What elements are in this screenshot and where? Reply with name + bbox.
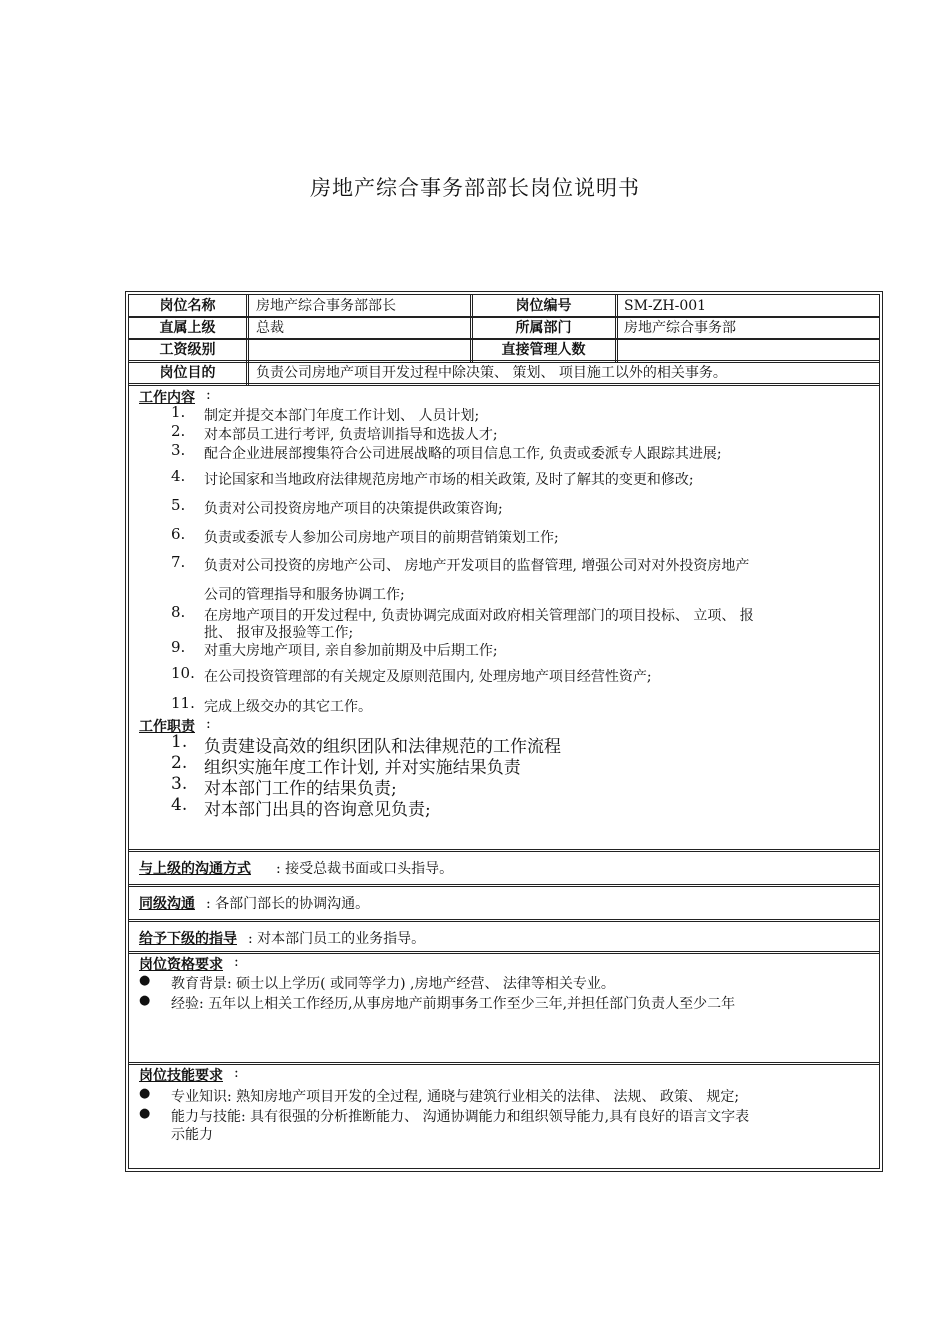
qualification-colon: : xyxy=(234,954,239,970)
work-item-text: 负责对公司投资房地产项目的决策提供政策咨询; xyxy=(204,501,503,517)
work-content-heading: 工作内容 xyxy=(139,390,195,406)
document-title: 房地产综合事务部部长岗位说明书 xyxy=(310,176,640,200)
label-supervisor: 直属上级 xyxy=(159,320,216,336)
qualification-item: 经验: 五年以上相关工作经历,从事房地产前期事务工作至少三年,并担任部门负责人至少二年 xyxy=(171,996,736,1012)
comm-peer-colon: : xyxy=(206,896,211,912)
duty-item-text: 对本部门出具的咨询意见负责; xyxy=(204,800,431,820)
row-divider xyxy=(129,851,879,852)
label-salary-level: 工资级别 xyxy=(159,342,216,358)
work-item-text: 负责或委派专人参加公司房地产项目的前期营销策划工作; xyxy=(204,530,559,546)
bullet-icon: ● xyxy=(139,1106,151,1121)
comm-up-text xyxy=(276,858,453,878)
col-divider xyxy=(615,295,616,362)
comm-down-text xyxy=(248,928,425,948)
work-item-text-cont: 批、 报审及报验等工作; xyxy=(204,625,354,641)
row-divider xyxy=(129,884,879,885)
work-content-colon: : xyxy=(206,387,211,403)
comm-down-colon: : xyxy=(248,931,253,947)
col-divider xyxy=(470,295,471,362)
bullet-icon: ● xyxy=(139,1086,151,1101)
comm-down-value: 对本部门员工的业务指导。 xyxy=(257,931,426,947)
table-inner-border xyxy=(128,294,880,1169)
comm-up-label: 与上级的沟通方式 xyxy=(139,861,251,877)
duty-item-text: 组织实施年度工作计划, 并对实施结果负责 xyxy=(204,758,521,778)
work-item-text: 完成上级交办的其它工作。 xyxy=(204,699,372,715)
comm-up-colon: : xyxy=(276,861,281,877)
bullet-icon: ● xyxy=(139,993,151,1008)
col-divider xyxy=(246,295,247,385)
work-item-num: 10. xyxy=(171,664,195,682)
col-divider xyxy=(248,295,249,385)
row-divider xyxy=(129,921,879,922)
comm-peer-label: 同级沟通 xyxy=(139,896,195,912)
duties-heading: 工作职责 xyxy=(139,719,195,735)
work-item-text: 在房地产项目的开发过程中, 负责协调完成面对政府相关管理部门的项目投标、 立项、 报 xyxy=(204,608,754,624)
duty-item-num: 1. xyxy=(171,732,188,752)
row-divider xyxy=(129,849,879,850)
row-divider xyxy=(129,886,879,887)
row-divider xyxy=(129,1062,879,1063)
row-divider xyxy=(129,385,879,386)
duty-item-text: 对本部门工作的结果负责; xyxy=(204,779,397,799)
work-item-num: 9. xyxy=(171,638,186,656)
duty-item-text: 负责建设高效的组织团队和法律规范的工作流程 xyxy=(204,737,561,757)
duty-item-num: 2. xyxy=(171,753,188,773)
row-divider xyxy=(129,951,879,952)
skills-item-cont: 示能力 xyxy=(171,1127,213,1143)
value-supervisor: 总裁 xyxy=(256,320,284,336)
bullet-icon: ● xyxy=(139,973,151,988)
work-item-num: 1. xyxy=(171,403,186,421)
work-item-text: 负责对公司投资的房地产公司、 房地产开发项目的监督管理, 增强公司对对外投资房地产 xyxy=(204,558,750,574)
duty-item-num: 4. xyxy=(171,795,188,815)
skills-item: 专业知识: 熟知房地产项目开发的全过程, 通晓与建筑行业相关的法律、 法规、 政策、 规定; xyxy=(171,1089,740,1105)
skills-heading: 岗位技能要求 xyxy=(139,1068,223,1084)
work-item-num: 7. xyxy=(171,553,186,571)
work-item-text: 配合企业进展部搜集符合公司进展战略的项目信息工作, 负责或委派专人跟踪其进展; xyxy=(204,446,722,462)
value-purpose: 负责公司房地产项目开发过程中除决策、 策划、 项目施工以外的相关事务。 xyxy=(256,365,727,381)
work-item-num: 6. xyxy=(171,525,186,543)
qualification-item: 教育背景: 硕士以上学历( 或同等学力) ,房地产经营、 法律等相关专业。 xyxy=(171,976,615,992)
col-divider xyxy=(617,295,618,362)
label-job-title: 岗位名称 xyxy=(159,298,216,314)
duty-item-num: 3. xyxy=(171,774,188,794)
label-direct-reports: 直接管理人数 xyxy=(501,342,586,358)
work-item-num: 4. xyxy=(171,467,186,485)
work-item-text: 对本部员工进行考评, 负责培训指导和选拔人才; xyxy=(204,427,498,443)
work-item-text: 讨论国家和当地政府法律规范房地产市场的相关政策, 及时了解其的变更和修改; xyxy=(204,472,694,488)
skills-item: 能力与技能: 具有很强的分析推断能力、 沟通协调能力和组织领导能力,具有良好的语言文字表 xyxy=(171,1109,750,1125)
label-job-code: 岗位编号 xyxy=(515,298,572,314)
row-divider xyxy=(129,953,879,954)
row-divider xyxy=(129,1064,879,1065)
value-department: 房地产综合事务部 xyxy=(624,320,736,336)
skills-colon: : xyxy=(234,1065,239,1081)
duties-colon: : xyxy=(206,716,211,732)
work-item-text: 对重大房地产项目, 亲自参加前期及中后期工作; xyxy=(204,643,498,659)
value-job-title: 房地产综合事务部部长 xyxy=(256,298,396,314)
work-item-num: 11. xyxy=(171,694,195,712)
comm-up-value: 接受总裁书面或口头指导。 xyxy=(285,861,454,877)
label-department: 所属部门 xyxy=(515,320,572,336)
comm-peer-value: 各部门部长的协调沟通。 xyxy=(215,896,370,912)
work-item-text-cont: 公司的管理指导和服务协调工作; xyxy=(204,587,405,603)
work-item-num: 3. xyxy=(171,441,186,459)
job-description-table xyxy=(125,291,883,1172)
work-item-num: 2. xyxy=(171,422,186,440)
work-item-num: 8. xyxy=(171,603,186,621)
row-divider xyxy=(129,919,879,920)
work-item-text: 制定并提交本部门年度工作计划、 人员计划; xyxy=(204,408,480,424)
comm-peer-text xyxy=(206,893,369,913)
label-purpose: 岗位目的 xyxy=(159,365,216,381)
work-item-text: 在公司投资管理部的有关规定及原则范围内, 处理房地产项目经营性资产; xyxy=(204,669,652,685)
qualification-heading: 岗位资格要求 xyxy=(139,957,223,973)
value-job-code: SM-ZH-001 xyxy=(624,298,707,314)
comm-down-label: 给予下级的指导 xyxy=(139,931,237,947)
work-item-num: 5. xyxy=(171,496,186,514)
